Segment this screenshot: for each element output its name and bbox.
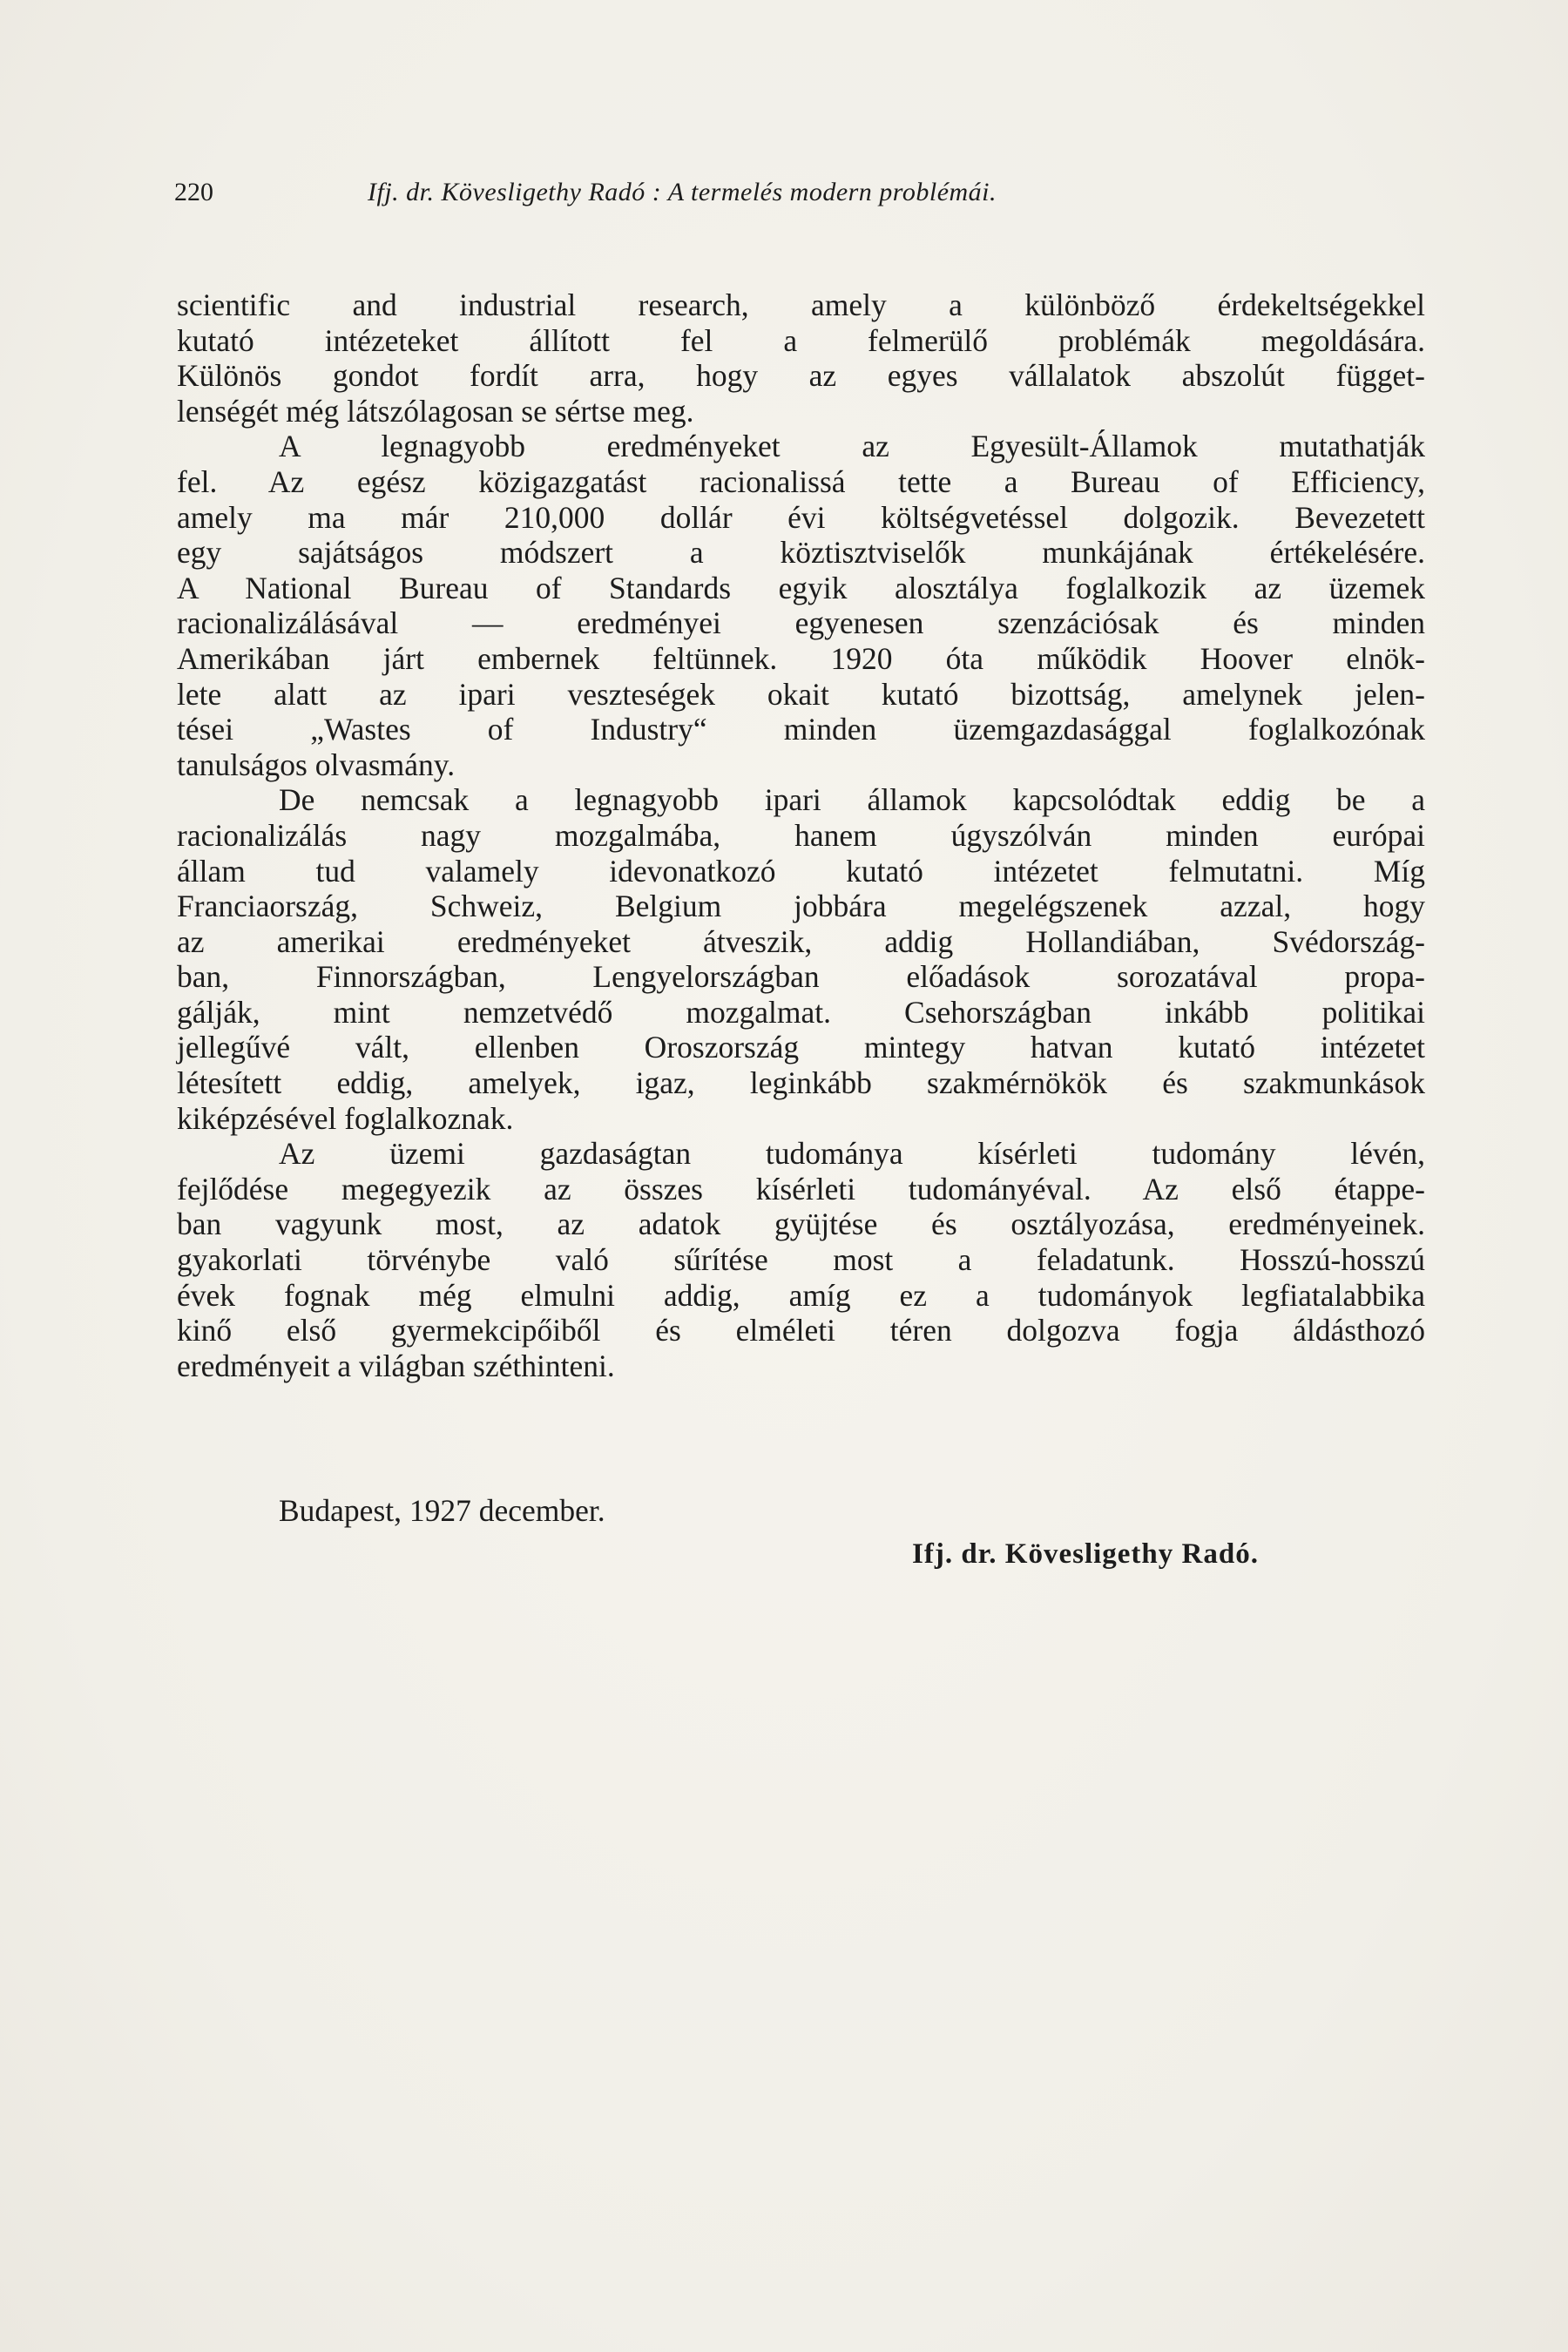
running-header — [174, 171, 1411, 214]
text-line: kiképzésével foglalkoznak. — [177, 1100, 514, 1136]
body-text — [177, 287, 1425, 1383]
text-line: eredményeit a világban széthinteni. — [177, 1348, 615, 1383]
text-line: tanulságos olvasmány. — [177, 747, 456, 782]
text-line: fel. Az egész közigazgatást racionalissá tette a Bureau of Efficiency, — [177, 463, 1425, 499]
text-line: az amerikai eredményeket átveszik, addig Hollandiában, Svédország- — [177, 923, 1425, 959]
text-line: létesített eddig, amelyek, igaz, leginkább szakmérnökök és szakmunkások — [177, 1065, 1425, 1101]
text-line: ban, Finnországban, Lengyelországban előadások sorozatával propa- — [177, 959, 1425, 995]
text-line: jellegűvé vált, ellenben Oroszország mintegy hatvan kutató intézetet — [177, 1030, 1425, 1065]
text-line: gyakorlati törvénybe való sűrítése most a feladatunk. Hosszú-hosszú — [177, 1242, 1425, 1278]
text-line: De nemcsak a legnagyobb ipari államok kapcsolódtak eddig be a — [279, 782, 1425, 818]
text-line: lenségét még látszólagosan se sértse meg. — [177, 393, 694, 429]
text-line: Különös gondot fordít arra, hogy az egyes vállalatok abszolút függet- — [177, 358, 1425, 394]
text-line: állam tud valamely idevonatkozó kutató intézetet felmutatni. Míg — [177, 853, 1425, 889]
author-signature: Ifj. dr. Kövesligethy Radó. — [912, 1538, 1259, 1570]
text-line: Az üzemi gazdaságtan tudománya kísérleti tudomány lévén, — [279, 1136, 1425, 1172]
text-line: racionalizálásával — eredményei egyenesen szenzációsak és minden — [177, 605, 1425, 641]
text-line: A National Bureau of Standards egyik alosztálya foglalkozik az üzemek — [177, 570, 1425, 605]
text-line: egy sajátságos módszert a köztisztviselők munkájának értékelésére. — [177, 535, 1425, 571]
text-line: évek fognak még elmulni addig, amíg ez a tudományok legfiatalabbika — [177, 1277, 1425, 1313]
text-line: Franciaország, Schweiz, Belgium jobbára megelégszenek azzal, hogy — [177, 889, 1425, 924]
text-line: amely ma már 210,000 dollár évi költségvetéssel dolgozik. Bevezetett — [177, 499, 1425, 535]
text-line: tései „Wastes of Industry“ minden üzemgazdasággal foglalkozónak — [177, 712, 1425, 747]
place-date: Budapest, 1927 december. — [279, 1493, 605, 1528]
text-line: kinő első gyermekcipőiből és elméleti téren dolgozva fogja áldásthozó — [177, 1313, 1425, 1348]
text-line: scientific and industrial research, amely a különböző érdekeltségekkel — [177, 287, 1425, 322]
text-line: lete alatt az ipari veszteségek okait kutató bizottság, amelynek jelen- — [177, 676, 1425, 712]
running-title: Ifj. dr. Kövesligethy Radó : A termelés modern problémái. — [368, 178, 997, 206]
page-number: 220 — [174, 178, 213, 206]
text-line: A legnagyobb eredményeket az Egyesült-Államok mutathatják — [279, 429, 1425, 464]
text-line: kutató intézeteket állított fel a felmerülő problémák megoldására. — [177, 322, 1425, 358]
text-line: ban vagyunk most, az adatok gyüjtése és osztályozása, eredményeinek. — [177, 1206, 1425, 1242]
text-line: Amerikában járt embernek feltünnek. 1920 óta működik Hoover elnök- — [177, 640, 1425, 676]
text-line: gálják, mint nemzetvédő mozgalmat. Csehországban inkább politikai — [177, 994, 1425, 1030]
text-line: racionalizálás nagy mozgalmába, hanem úgyszólván minden európai — [177, 817, 1425, 853]
text-line: fejlődése megegyezik az összes kísérleti tudományéval. Az első étappe- — [177, 1171, 1425, 1206]
